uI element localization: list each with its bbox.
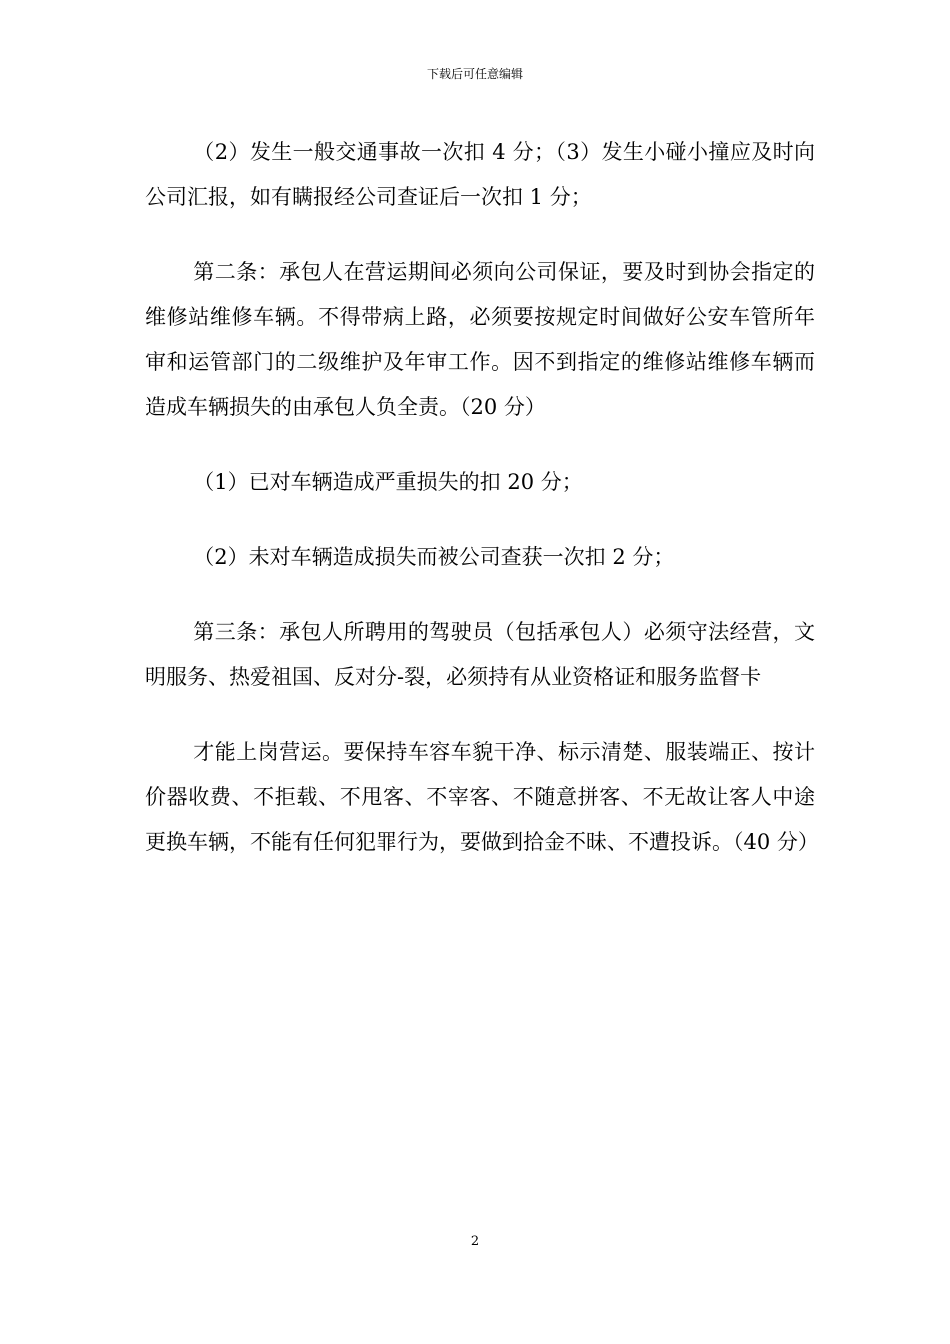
paragraph-article-2-item-2: （2）未对车辆造成损失而被公司查获一次扣 2 分； (193, 545, 675, 569)
document-body (145, 130, 819, 895)
paragraph-article-2: 第二条：承包人在营运期间必须向公司保证，要及时到协会指定的维修站维修车辆。不得带病上路，必须要按规定时间做好公安车管所年审和运管部门的二级维护及年审工作。因不到指定的维修站维修车辆而造成车辆损失的由承包人负全责。（20 分） (145, 260, 815, 419)
paragraph-article-3-continued: 才能上岗营运。要保持车容车貌干净、标示清楚、服装端正、按计价器收费、不拒载、不甩客、不宰客、不随意拼客、不无故让客人中途更换车辆，不能有任何犯罪行为，要做到拾金不昧、不遭投诉。（40 分） (145, 740, 819, 854)
paragraph-article-2-item-1: （1）已对车辆造成严重损失的扣 20 分； (193, 470, 583, 494)
page-header: 下载后可任意编辑 (426, 67, 523, 81)
paragraph-1: （2）发生一般交通事故一次扣 4 分；（3）发生小碰小撞应及时向公司汇报，如有瞒报经公司查证后一次扣 1 分； (145, 140, 815, 209)
paragraph-article-3: 第三条：承包人所聘用的驾驶员（包括承包人）必须守法经营，文明服务、热爱祖国、反对分-裂，必须持有从业资格证和服务监督卡 (145, 620, 815, 689)
page-number: 2 (470, 1234, 480, 1249)
